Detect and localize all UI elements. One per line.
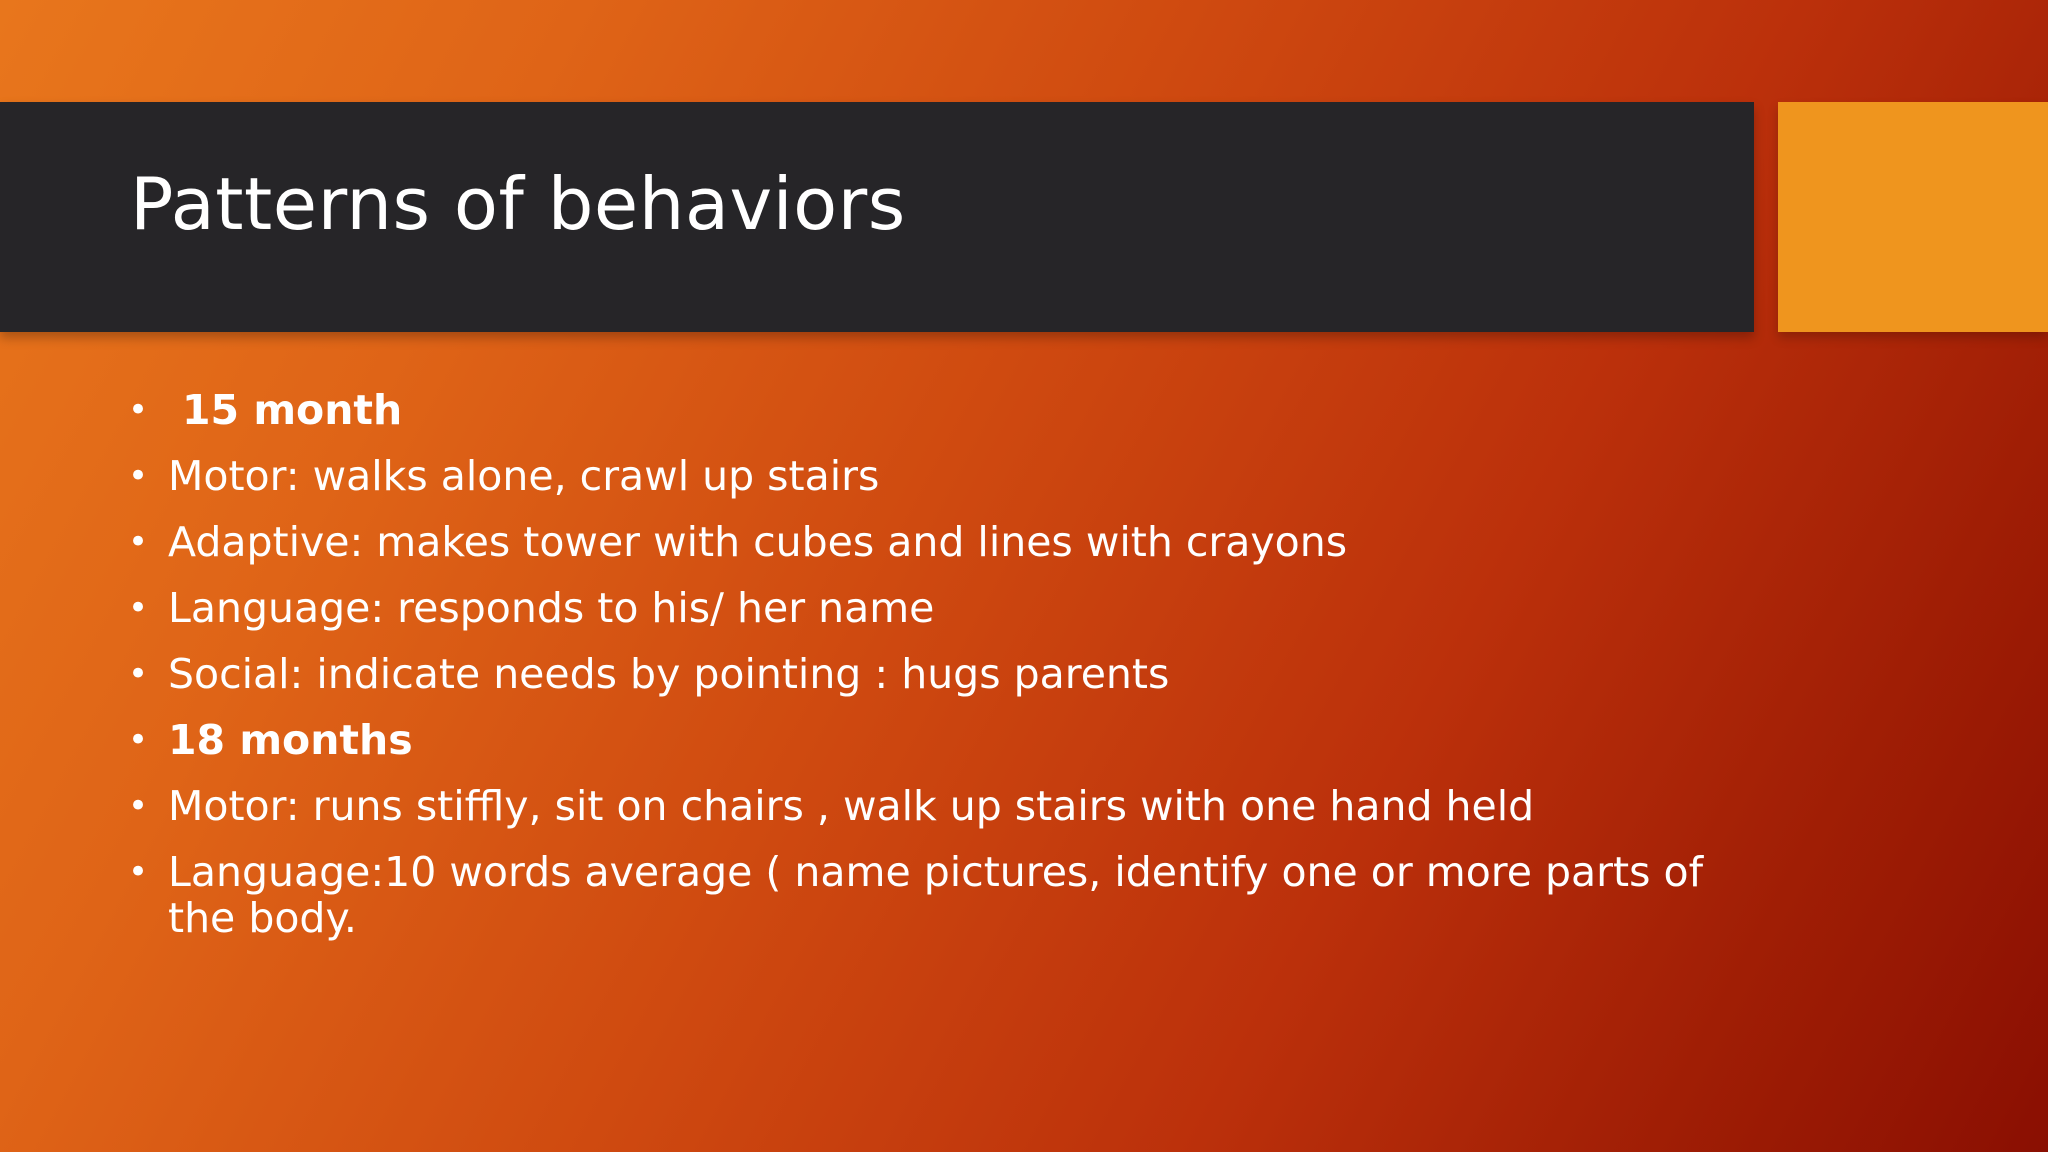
bullet-item [128,849,1728,941]
bullet-text: Adaptive: makes tower with cubes and lines with crayons [168,518,1348,566]
bullet-dot-icon: • [128,654,149,694]
bullet-dot-icon: • [128,588,149,628]
bullet-dot-icon: • [128,456,149,496]
bullet-item [128,717,1728,763]
bullet-item [128,519,1728,565]
bullet-text: Motor: walks alone, crawl up stairs [168,452,880,500]
bullet-dot-icon: • [128,786,149,826]
bullet-item [128,783,1728,829]
bullet-item [128,387,1728,433]
bullet-text: Social: indicate needs by pointing : hugs parents [168,650,1170,698]
bullet-text: Language: responds to his/ her name [168,584,935,632]
bullet-text: 18 months [168,716,413,764]
bullet-text: 15 month [182,386,403,434]
bullet-text: Language:10 words average ( name pictures, identify one or more parts of the body. [168,848,1703,942]
bullet-dot-icon: • [128,522,149,562]
bullet-item [128,651,1728,697]
bullet-text: Motor: runs stiffly, sit on chairs , walk up stairs with one hand held [168,782,1535,830]
bullet-list [128,387,1728,961]
bullet-item [128,453,1728,499]
bullet-dot-icon: • [128,390,149,430]
bullet-item [128,585,1728,631]
accent-block [1778,102,2048,332]
bullet-dot-icon: • [128,720,149,760]
bullet-dot-icon: • [128,852,149,892]
slide-title: Patterns of behaviors [130,162,906,246]
